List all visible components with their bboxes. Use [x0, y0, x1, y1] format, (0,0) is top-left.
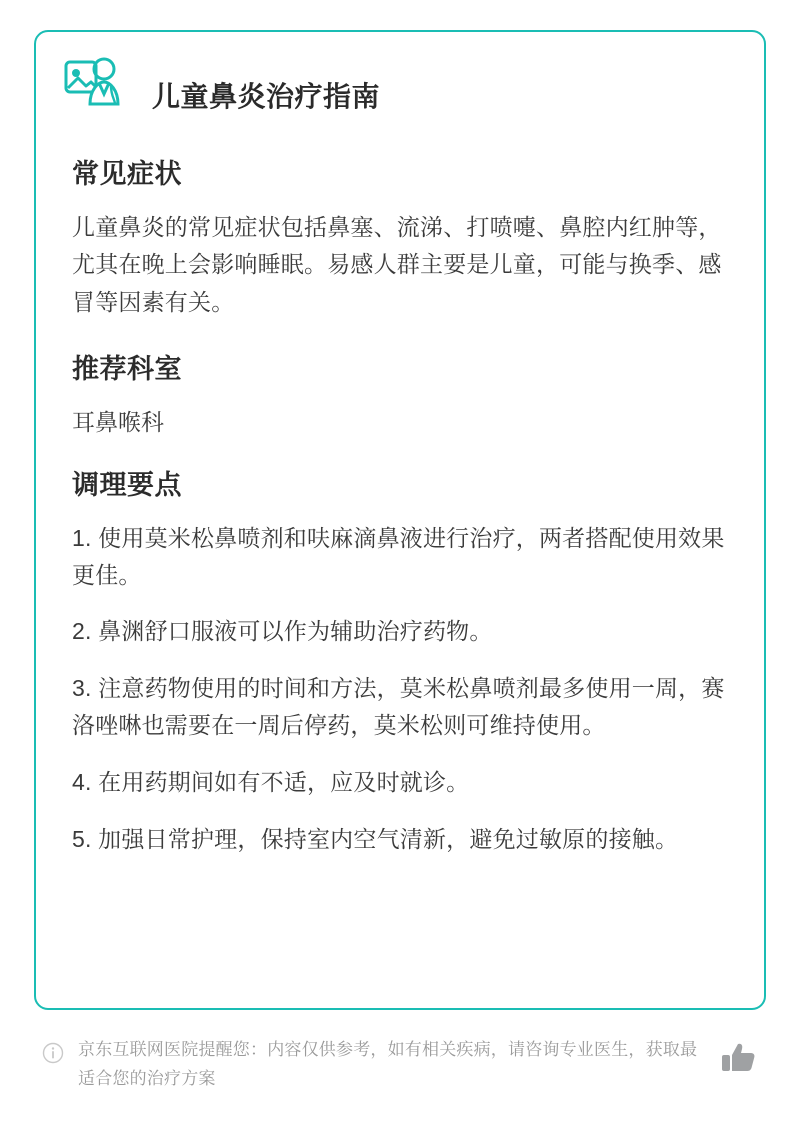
thumbs-up-icon[interactable]	[718, 1038, 758, 1078]
guide-card	[34, 30, 766, 1010]
section-heading-symptoms: 常见症状	[72, 159, 182, 189]
list-item: 2. 鼻渊舒口服液可以作为辅助治疗药物。	[72, 618, 493, 645]
section-heading-care-points: 调理要点	[72, 469, 182, 500]
list-item: 3. 注意药物使用的时间和方法，莫米松鼻喷剂最多使用一周，赛洛唑啉也需要在一周后停药，莫米松则可维持使用。	[72, 675, 725, 738]
doctor-avatar-icon	[64, 52, 138, 126]
card-header	[72, 66, 728, 126]
page-title: 儿童鼻炎治疗指南	[152, 81, 381, 112]
list-item: 4. 在用药期间如有不适，应及时就诊。	[72, 768, 470, 795]
section-heading-department: 推荐科室	[72, 353, 182, 384]
list-item: 5. 加强日常护理，保持室内空气清新，避免过敏原的接触。	[72, 825, 679, 852]
list-item: 1. 使用莫米松鼻喷剂和呋麻滴鼻液进行治疗，两者搭配使用效果更佳。	[72, 524, 725, 588]
info-circle-icon	[42, 1042, 64, 1064]
care-points-list	[72, 520, 728, 858]
section-text-department: 耳鼻喉科	[72, 408, 164, 435]
section-text-symptoms: 儿童鼻炎的常见症状包括鼻塞、流涕、打喷嚏、鼻腔内红肿等，尤其在晚上会影响睡眠。易感人群主要是儿童，可能与换季、感冒等因素有关。	[72, 214, 722, 315]
footer-disclaimer-bar	[34, 1010, 766, 1094]
disclaimer-text: 京东互联网医院提醒您：内容仅供参考，如有相关疾病，请咨询专业医生，获取最适合您的治疗方案	[78, 1040, 698, 1088]
